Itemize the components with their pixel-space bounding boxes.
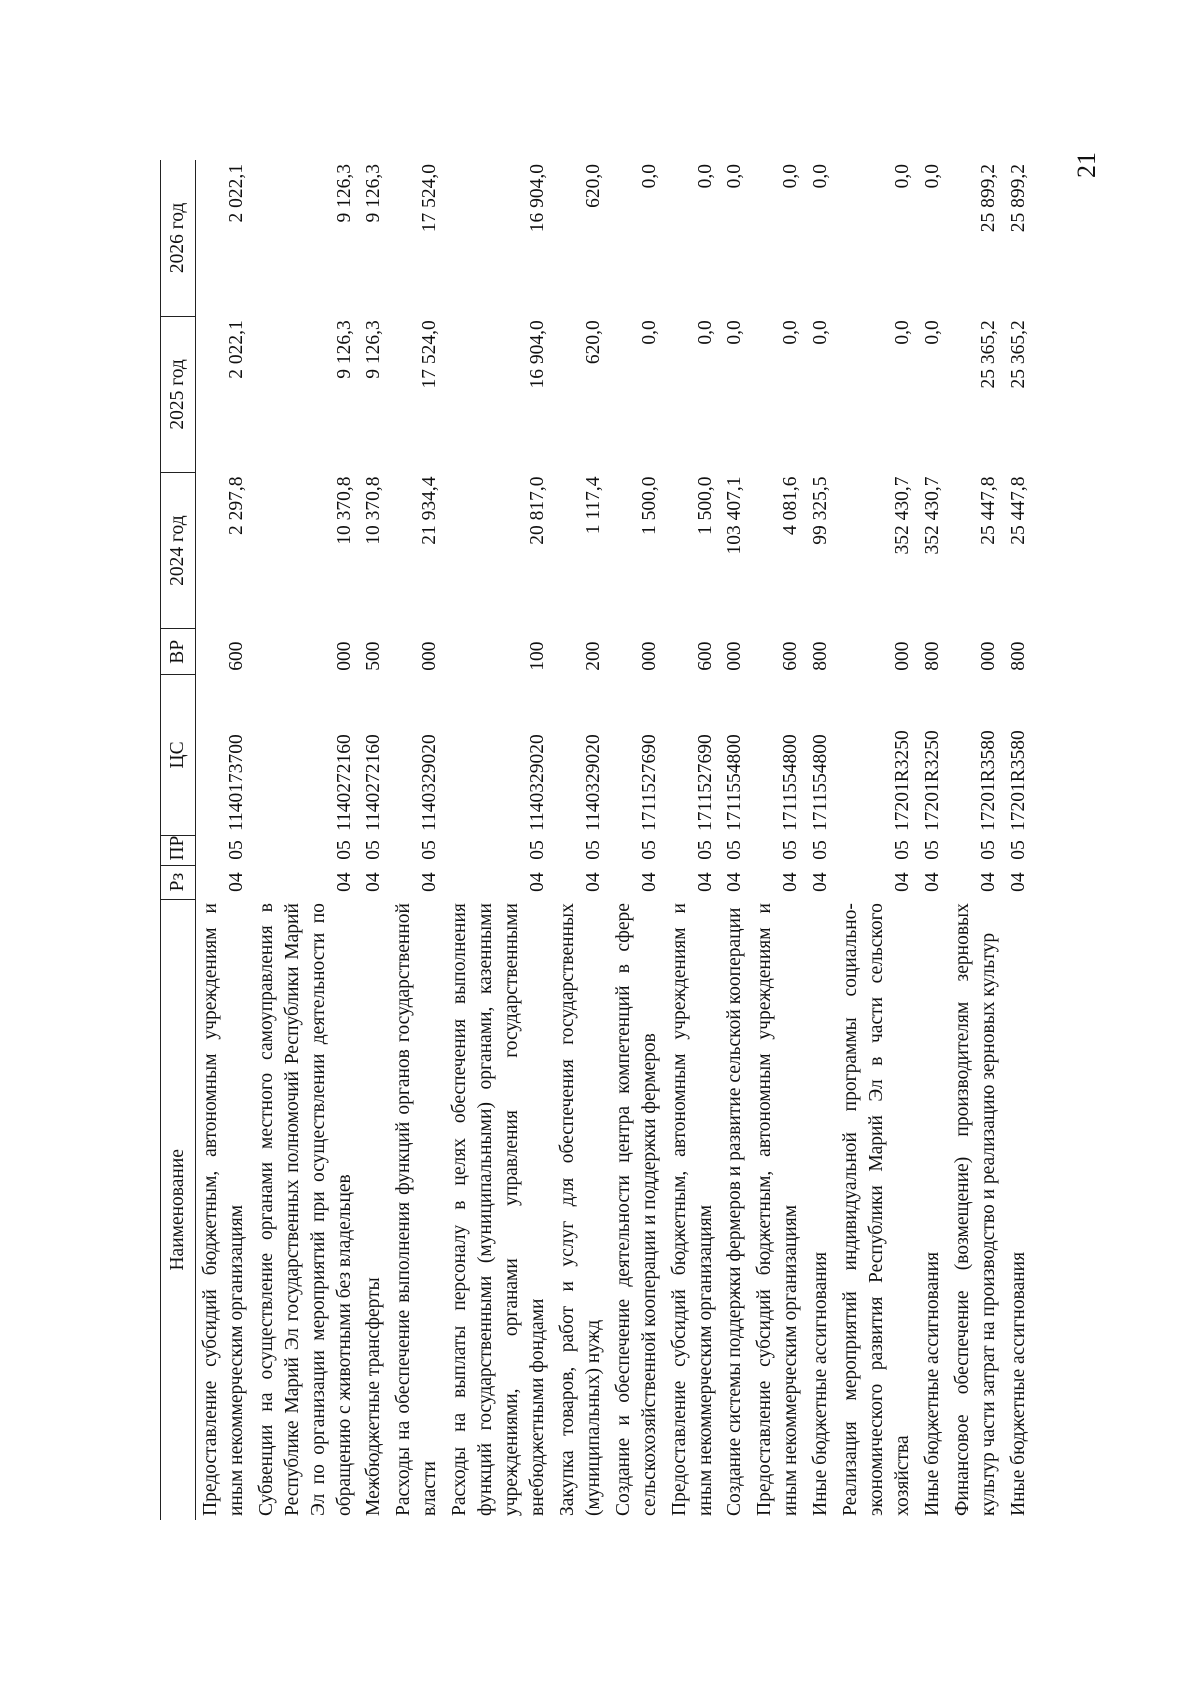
row-2026-cell: 0,0 — [780, 164, 802, 189]
row-pr-cell: 05 — [780, 840, 802, 860]
row-rz-cell: 04 — [1007, 872, 1029, 892]
row-vr-cell: 600 — [780, 641, 802, 671]
row-vr-cell: 000 — [977, 641, 999, 671]
table-row — [806, 160, 836, 1520]
row-2026-cell: 0,0 — [921, 164, 943, 189]
row-cs-cell: 1140329020 — [582, 734, 604, 832]
row-name-cell: Создание системы поддержки фермеров и развитие сельской кооперации — [724, 907, 746, 1516]
row-pr-cell: 05 — [419, 840, 441, 860]
table-row — [750, 160, 806, 1520]
row-pr-cell: 05 — [1007, 840, 1029, 860]
table-row — [389, 160, 445, 1520]
row-2025-cell: 16 904,0 — [526, 320, 548, 389]
row-cs-cell: 1711527690 — [694, 734, 716, 832]
row-2026-cell: 0,0 — [810, 164, 832, 189]
table-row — [665, 160, 721, 1520]
row-2026-cell: 0,0 — [724, 164, 746, 189]
row-2025-cell: 2 022,1 — [225, 320, 247, 379]
row-rz-cell: 04 — [638, 872, 660, 892]
row-2026-cell: 17 524,0 — [419, 164, 441, 233]
header-2024: 2024 год — [161, 473, 196, 629]
row-rz-cell: 04 — [810, 872, 832, 892]
row-2024-cell: 352 430,7 — [891, 476, 913, 555]
table-row — [609, 160, 665, 1520]
row-pr-cell: 05 — [225, 840, 247, 860]
row-vr-cell: 200 — [582, 641, 604, 671]
row-name-cell: Предоставление субсидий бюджетным, автономным учреждениям и иным некоммерческим организациям — [199, 903, 247, 1516]
row-cs-cell: 1140329020 — [526, 734, 548, 832]
row-2024-cell: 103 407,1 — [724, 476, 746, 555]
row-name-cell: Финансовое обеспечение (возмещение) производителям зерновых культур части затрат на производство и реализацию зерновых культур — [951, 903, 999, 1516]
row-pr-cell: 05 — [638, 840, 660, 860]
row-2024-cell: 1 500,0 — [638, 476, 660, 535]
row-rz-cell: 04 — [225, 872, 247, 892]
row-cs-cell: 17201R3250 — [921, 730, 943, 832]
row-2026-cell: 25 899,2 — [1007, 164, 1029, 233]
row-cs-cell: 17201R3250 — [891, 730, 913, 832]
table-row — [720, 160, 750, 1520]
row-name-cell: Расходы на выплаты персоналу в целях обеспечения выполнения функций государственными (муниципальными) органами, казенными учреждениями, органами управления государственными внебюджетными фондами — [449, 903, 548, 1516]
row-rz-cell: 04 — [780, 872, 802, 892]
row-name-cell: Субвенции на осуществление органами местного самоуправления в Республике Марий Эл государственных полномочий Республики Марий Эл по организации мероприятий при осуществлении деятельности по обращению с животными без владельцев — [255, 903, 355, 1516]
row-2025-cell: 25 365,2 — [977, 320, 999, 389]
row-rz-cell: 04 — [333, 872, 355, 892]
row-pr-cell: 05 — [921, 840, 943, 860]
row-pr-cell: 05 — [694, 840, 716, 860]
table-row — [252, 160, 360, 1520]
table-body — [195, 160, 1033, 1520]
table-row — [553, 160, 609, 1520]
row-pr-cell: 05 — [724, 840, 746, 860]
row-vr-cell: 000 — [638, 641, 660, 671]
row-cs-cell: 1140173700 — [225, 734, 247, 832]
table-row — [359, 160, 389, 1520]
row-pr-cell: 05 — [977, 840, 999, 860]
row-cs-cell: 1140329020 — [419, 734, 441, 832]
row-cs-cell: 17201R3580 — [1007, 730, 1029, 832]
row-rz-cell: 04 — [526, 872, 548, 892]
page-number: 21 — [1072, 152, 1101, 178]
header-name: Наименование — [161, 899, 196, 1520]
table-row — [195, 160, 251, 1520]
row-2025-cell: 0,0 — [810, 320, 832, 345]
table-row — [1004, 160, 1034, 1520]
row-cs-cell: 1140272160 — [333, 734, 355, 832]
row-2026-cell: 0,0 — [694, 164, 716, 189]
table-header-row — [161, 160, 196, 1520]
row-2025-cell: 9 126,3 — [363, 320, 385, 379]
row-2026-cell: 9 126,3 — [363, 164, 385, 223]
row-2024-cell: 25 447,8 — [1007, 476, 1029, 545]
row-rz-cell: 04 — [921, 872, 943, 892]
row-cs-cell: 1140272160 — [363, 734, 385, 832]
row-name-cell: Иные бюджетные ассигнования — [1007, 1251, 1029, 1516]
row-vr-cell: 000 — [333, 641, 355, 671]
table-row — [918, 160, 948, 1520]
header-2026: 2026 год — [161, 160, 196, 316]
row-2026-cell: 9 126,3 — [333, 164, 355, 223]
row-name-cell: Реализация мероприятий индивидуальной программы социально-экономического развития Республики Марий Эл в части сельского хозяйства — [840, 903, 913, 1516]
row-name-cell: Предоставление субсидий бюджетным, автономным учреждениям и иным некоммерческим организациям — [754, 903, 802, 1516]
row-2026-cell: 25 899,2 — [977, 164, 999, 233]
row-2026-cell: 620,0 — [582, 164, 604, 208]
row-2024-cell: 1 117,4 — [582, 476, 604, 535]
row-pr-cell: 05 — [363, 840, 385, 860]
row-2024-cell: 21 934,4 — [419, 476, 441, 545]
row-cs-cell: 17201R3580 — [977, 730, 999, 832]
row-rz-cell: 04 — [363, 872, 385, 892]
row-cs-cell: 1711527690 — [638, 734, 660, 832]
row-name-cell: Расходы на обеспечение выполнения функций органов государственной власти — [393, 903, 441, 1516]
row-name-cell: Межбюджетные трансферты — [363, 1277, 385, 1516]
table-row — [836, 160, 918, 1520]
budget-table — [160, 160, 1034, 1520]
row-cs-cell: 1711554800 — [724, 734, 746, 832]
header-cs: ЦС — [161, 675, 196, 835]
row-rz-cell: 04 — [419, 872, 441, 892]
row-name-cell: Закупка товаров, работ и услуг для обеспечения государственных (муниципальных) нужд — [556, 903, 604, 1516]
row-2024-cell: 99 325,5 — [810, 476, 832, 545]
row-2024-cell: 10 370,8 — [363, 476, 385, 545]
row-cs-cell: 1711554800 — [780, 734, 802, 832]
row-name-cell: Иные бюджетные ассигнования — [810, 1251, 832, 1516]
row-vr-cell: 500 — [363, 641, 385, 671]
row-pr-cell: 05 — [810, 840, 832, 860]
header-2025: 2025 год — [161, 316, 196, 472]
row-2025-cell: 9 126,3 — [333, 320, 355, 379]
row-2024-cell: 25 447,8 — [977, 476, 999, 545]
row-vr-cell: 800 — [1007, 641, 1029, 671]
row-name-cell: Предоставление субсидий бюджетным, автономным учреждениям и иным некоммерческим организациям — [668, 903, 716, 1516]
row-2025-cell: 0,0 — [638, 320, 660, 345]
row-pr-cell: 05 — [333, 840, 355, 860]
row-2025-cell: 620,0 — [582, 320, 604, 365]
row-pr-cell: 05 — [582, 840, 604, 860]
header-vr: ВР — [161, 629, 196, 675]
row-name-cell: Создание и обеспечение деятельности центра компетенций в сфере сельскохозяйственной кооперации и поддержки фермеров — [612, 903, 660, 1516]
row-rz-cell: 04 — [724, 872, 746, 892]
row-2024-cell: 20 817,0 — [526, 476, 548, 545]
row-2026-cell: 2 022,1 — [225, 164, 247, 223]
row-vr-cell: 600 — [225, 641, 247, 671]
header-pr: ПР — [161, 835, 196, 865]
row-vr-cell: 800 — [921, 641, 943, 671]
row-2025-cell: 0,0 — [891, 320, 913, 345]
rotated-table-container — [160, 160, 1034, 1520]
row-2024-cell: 4 081,6 — [780, 476, 802, 535]
row-2025-cell: 0,0 — [921, 320, 943, 345]
row-rz-cell: 04 — [582, 872, 604, 892]
table-row — [445, 160, 553, 1520]
row-2026-cell: 0,0 — [638, 164, 660, 189]
row-pr-cell: 05 — [891, 840, 913, 860]
row-2025-cell: 25 365,2 — [1007, 320, 1029, 389]
row-2024-cell: 2 297,8 — [225, 476, 247, 535]
row-2025-cell: 0,0 — [694, 320, 716, 345]
row-vr-cell: 000 — [724, 641, 746, 671]
row-rz-cell: 04 — [977, 872, 999, 892]
row-2025-cell: 0,0 — [780, 320, 802, 345]
row-2024-cell: 10 370,8 — [333, 476, 355, 545]
header-rz: Рз — [161, 865, 196, 899]
row-rz-cell: 04 — [694, 872, 716, 892]
row-2025-cell: 17 524,0 — [419, 320, 441, 389]
row-2026-cell: 16 904,0 — [526, 164, 548, 233]
row-cs-cell: 1711554800 — [810, 734, 832, 832]
row-2026-cell: 0,0 — [891, 164, 913, 189]
row-vr-cell: 800 — [810, 641, 832, 671]
table-row — [948, 160, 1004, 1520]
row-pr-cell: 05 — [526, 840, 548, 860]
row-vr-cell: 600 — [694, 641, 716, 671]
row-vr-cell: 100 — [526, 641, 548, 671]
row-vr-cell: 000 — [891, 641, 913, 671]
row-vr-cell: 000 — [419, 641, 441, 671]
row-2024-cell: 1 500,0 — [694, 476, 716, 535]
row-name-cell: Иные бюджетные ассигнования — [921, 1251, 943, 1516]
row-2025-cell: 0,0 — [724, 320, 746, 345]
row-rz-cell: 04 — [891, 872, 913, 892]
row-2024-cell: 352 430,7 — [921, 476, 943, 555]
